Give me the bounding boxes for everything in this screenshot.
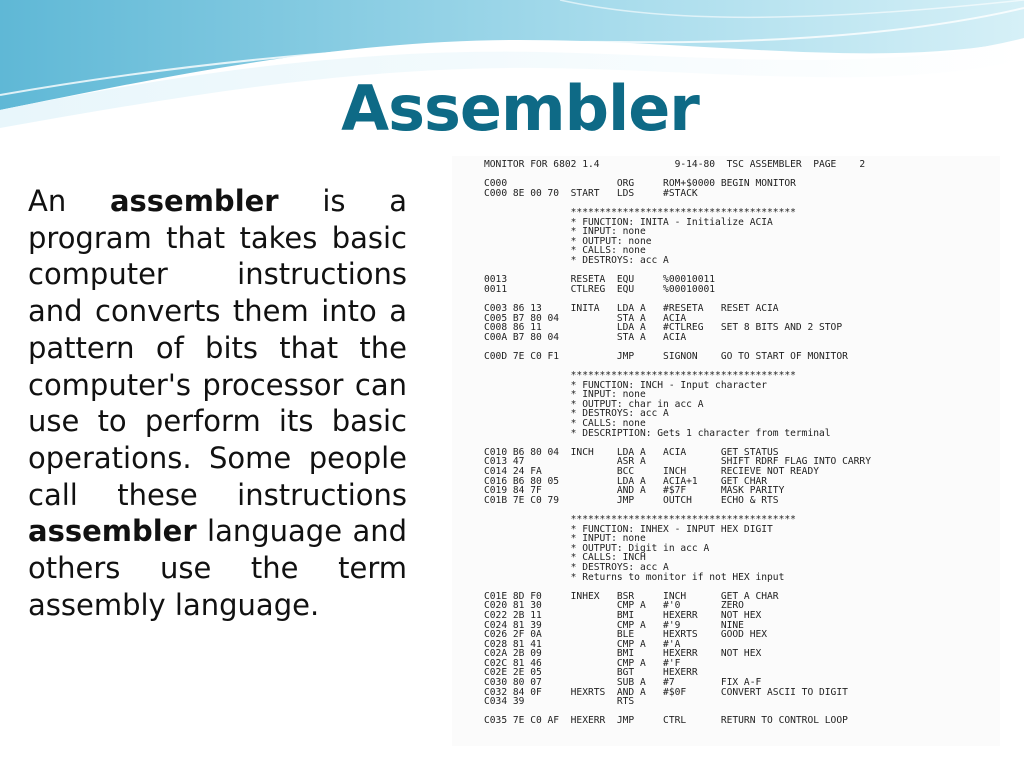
slide-title: Assembler: [341, 72, 699, 145]
listing-line: C02C 81 46 CMP A #'F: [484, 657, 681, 669]
assembler-listing-image: [452, 156, 1000, 746]
listing-line: C003 86 13 INITA LDA A #RESETA RESET ACIA: [484, 302, 779, 314]
listing-line: C008 86 11 LDA A #CTLREG SET 8 BITS AND 2 STOP: [484, 322, 843, 334]
listing-line: C026 2F 0A BLE HEXRTS GOOD HEX: [484, 629, 768, 641]
listing-line: C034 39 RTS: [484, 696, 635, 708]
listing-line: ***************************************: [570, 513, 796, 525]
listing-line: C005 B7 80 04 STA A ACIA: [484, 312, 687, 324]
listing-line: * DESCRIPTION: Gets 1 character from terminal: [570, 427, 831, 439]
listing-line: C028 81 41 CMP A #'A: [484, 638, 681, 650]
listing-line: C030 80 07 SUB A #7 FIX A-F: [484, 677, 762, 689]
listing-line: * INPUT: none: [570, 389, 646, 401]
assembler-listing-code: [452, 156, 1000, 726]
listing-line: C032 84 0F HEXRTS AND A #$0F CONVERT ASCII TO DIGIT: [484, 686, 848, 698]
listing-line: * CALLS: none: [570, 418, 646, 430]
paragraph-text-2: is a program that takes basic computer instructions and converts them into a pattern of bits that the computer's processor can use to perform its basic operations. Some people call these instructions: [28, 184, 408, 512]
listing-line: C035 7E C0 AF HEXERR JMP CTRL RETURN TO CONTROL LOOP: [484, 715, 848, 727]
listing-line: * CALLS: none: [570, 245, 646, 257]
paragraph-text-1: An: [28, 184, 110, 218]
listing-header: MONITOR FOR 6802 1.4 9-14-80 TSC ASSEMBLER PAGE 2: [484, 159, 866, 170]
listing-line: C024 81 39 CMP A #'9 NINE: [484, 619, 744, 631]
listing-line: * OUTPUT: none: [570, 235, 652, 247]
listing-line: C02E 2E 05 BGT HEXERR: [484, 667, 698, 679]
listing-line: * OUTPUT: Digit in acc A: [570, 542, 710, 554]
listing-line: ***************************************: [570, 370, 796, 382]
listing-line: C01E 8D F0 INHEX BSR INCH GET A CHAR: [484, 590, 779, 602]
listing-line: C00A B7 80 04 STA A ACIA: [484, 331, 687, 343]
listing-line: * FUNCTION: INHEX - INPUT HEX DIGIT: [570, 523, 773, 535]
listing-line: * DESTROYS: acc A: [570, 561, 669, 573]
listing-line: C014 24 FA BCC INCH RECIEVE NOT READY: [484, 466, 820, 477]
listing-line: C013 47 ASR A SHIFT RDRF FLAG INTO CARRY: [484, 456, 871, 468]
listing-line: C000 8E 00 70 START LDS #STACK: [484, 187, 698, 199]
listing-line: C01B 7E C0 79 JMP OUTCH ECHO & RTS: [484, 494, 779, 506]
listing-line: C019 84 7F AND A #$7F MASK PARITY: [484, 485, 785, 497]
slide-body-paragraph: [28, 183, 407, 623]
listing-line: C016 B6 80 05 LDA A ACIA+1 GET CHAR: [484, 475, 768, 487]
listing-line: C000 ORG ROM+$0000 BEGIN MONITOR: [484, 178, 796, 190]
paragraph-bold-term-2: assembler: [28, 514, 197, 549]
listing-line: C00D 7E C0 F1 JMP SIGNON GO TO START OF MONITOR: [484, 350, 848, 362]
listing-line: * FUNCTION: INITA - Initialize ACIA: [570, 216, 773, 228]
listing-line: C02A 2B 09 BMI HEXERR NOT HEX: [484, 648, 762, 660]
listing-line: C022 2B 11 BMI HEXERR NOT HEX: [484, 609, 762, 621]
listing-line: C010 B6 80 04 INCH LDA A ACIA GET STATUS: [484, 446, 779, 458]
listing-line: C020 81 30 CMP A #'0 ZERO: [484, 600, 744, 612]
listing-line: * DESTROYS: acc A: [570, 408, 669, 420]
listing-line: * CALLS: INCH: [570, 552, 646, 564]
listing-line: ***************************************: [570, 206, 796, 218]
paragraph-bold-term-1: assembler: [109, 184, 279, 218]
listing-line: 0011 CTLREG EQU %00010001: [484, 283, 716, 295]
listing-line: * INPUT: none: [570, 533, 646, 545]
paragraph-text-3: language and others use the term assembly language.: [28, 514, 407, 622]
listing-line: * OUTPUT: char in acc A: [570, 398, 704, 410]
listing-line: * Returns to monitor if not HEX input: [570, 571, 785, 583]
listing-line: * DESTROYS: acc A: [570, 254, 669, 266]
listing-line: 0013 RESETA EQU %00010011: [484, 274, 716, 286]
listing-line: * INPUT: none: [570, 226, 646, 238]
listing-line: * FUNCTION: INCH - Input character: [570, 379, 768, 391]
